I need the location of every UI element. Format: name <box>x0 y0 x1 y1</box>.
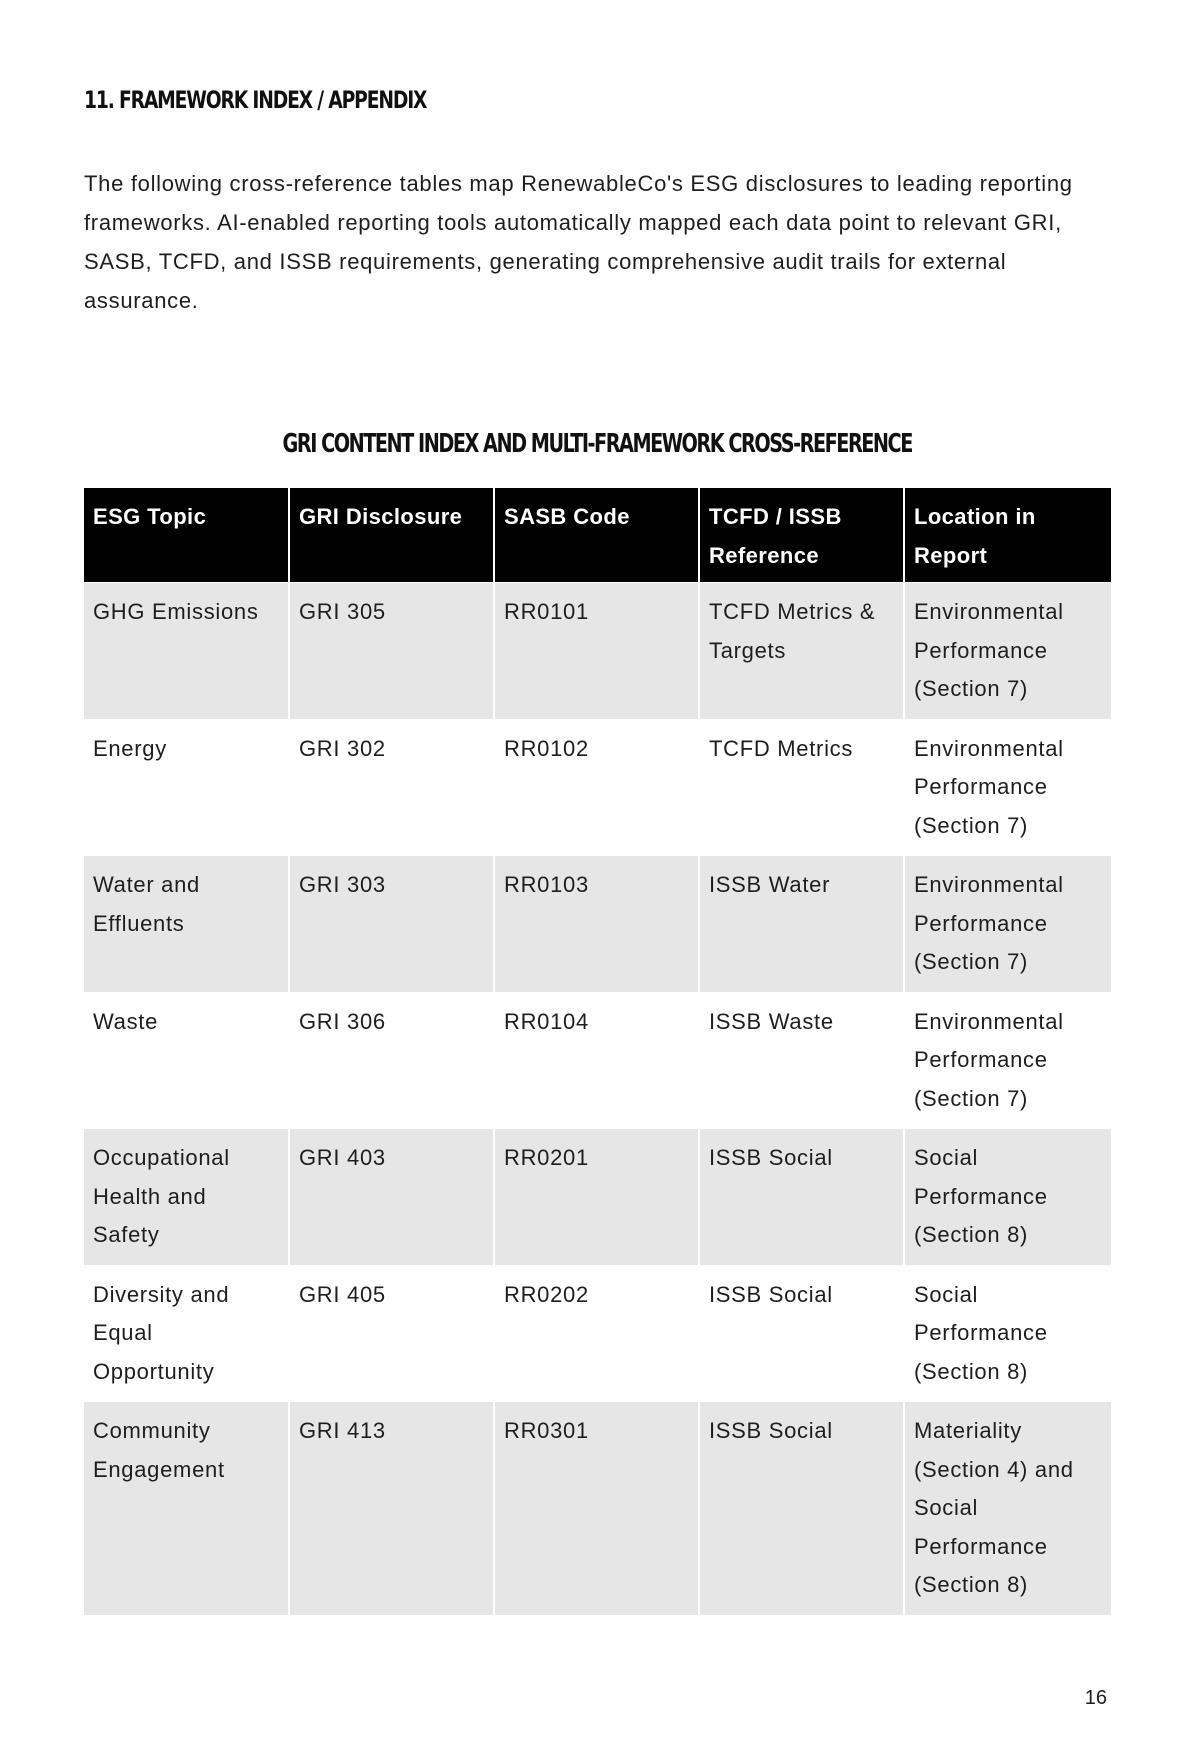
document-page <box>84 0 1111 1754</box>
cell-esg-topic: Diversity and Equal Opportunity <box>84 1265 289 1402</box>
table-row <box>84 856 1111 993</box>
section-heading: 11. FRAMEWORK INDEX / APPENDIX <box>84 86 427 114</box>
cell-tcfd-issb-reference: ISSB Social <box>699 1129 904 1266</box>
cell-gri-disclosure: GRI 302 <box>289 719 494 856</box>
cell-gri-disclosure: GRI 306 <box>289 992 494 1129</box>
cell-tcfd-issb-reference: TCFD Metrics & Targets <box>699 583 904 720</box>
cell-tcfd-issb-reference: ISSB Social <box>699 1402 904 1615</box>
cell-location-in-report: Social Performance (Section 8) <box>904 1265 1111 1402</box>
cell-location-in-report: Environmental Performance (Section 7) <box>904 992 1111 1129</box>
cell-gri-disclosure: GRI 403 <box>289 1129 494 1266</box>
header-sasb-code: SASB Code <box>494 488 699 583</box>
header-esg-topic: ESG Topic <box>84 488 289 583</box>
cell-esg-topic: Energy <box>84 719 289 856</box>
cell-sasb-code: RR0101 <box>494 583 699 720</box>
cell-location-in-report: Environmental Performance (Section 7) <box>904 583 1111 720</box>
cell-esg-topic: Occupational Health and Safety <box>84 1129 289 1266</box>
table-row <box>84 719 1111 856</box>
cell-location-in-report: Environmental Performance (Section 7) <box>904 856 1111 993</box>
cross-reference-table <box>84 488 1111 1615</box>
table-row <box>84 583 1111 720</box>
table-header-row <box>84 488 1111 583</box>
cell-sasb-code: RR0103 <box>494 856 699 993</box>
cell-tcfd-issb-reference: ISSB Water <box>699 856 904 993</box>
cell-esg-topic: Water and Effluents <box>84 856 289 993</box>
header-tcfd-issb-reference: TCFD / ISSB Reference <box>699 488 904 583</box>
cell-sasb-code: RR0301 <box>494 1402 699 1615</box>
cell-sasb-code: RR0201 <box>494 1129 699 1266</box>
cell-tcfd-issb-reference: ISSB Waste <box>699 992 904 1129</box>
table-row <box>84 1265 1111 1402</box>
header-gri-disclosure: GRI Disclosure <box>289 488 494 583</box>
cell-gri-disclosure: GRI 305 <box>289 583 494 720</box>
cell-gri-disclosure: GRI 413 <box>289 1402 494 1615</box>
table-title-text: GRI CONTENT INDEX AND MULTI-FRAMEWORK CROSS-REFERENCE <box>282 429 913 459</box>
table-row <box>84 1402 1111 1615</box>
cell-location-in-report: Social Performance (Section 8) <box>904 1129 1111 1266</box>
cell-location-in-report: Materiality (Section 4) and Social Performance (Section 8) <box>904 1402 1111 1615</box>
cell-location-in-report: Environmental Performance (Section 7) <box>904 719 1111 856</box>
cell-esg-topic: Community Engagement <box>84 1402 289 1615</box>
intro-paragraph: The following cross-reference tables map RenewableCo's ESG disclosures to leading reporting frameworks. AI-enabled reporting tools automatically mapped each data point to relevant GRI, SASB, TCFD, and ISSB requirements, generating comprehensive audit trails for external assurance. <box>84 171 1073 313</box>
page-number: 16 <box>1084 1687 1107 1709</box>
cell-sasb-code: RR0104 <box>494 992 699 1129</box>
table-title <box>84 429 1111 459</box>
cell-esg-topic: GHG Emissions <box>84 583 289 720</box>
cell-tcfd-issb-reference: TCFD Metrics <box>699 719 904 856</box>
cell-gri-disclosure: GRI 405 <box>289 1265 494 1402</box>
table-row <box>84 992 1111 1129</box>
cell-gri-disclosure: GRI 303 <box>289 856 494 993</box>
table-row <box>84 1129 1111 1266</box>
cell-sasb-code: RR0202 <box>494 1265 699 1402</box>
cell-esg-topic: Waste <box>84 992 289 1129</box>
header-location-in-report: Location in Report <box>904 488 1111 583</box>
cell-tcfd-issb-reference: ISSB Social <box>699 1265 904 1402</box>
cell-sasb-code: RR0102 <box>494 719 699 856</box>
